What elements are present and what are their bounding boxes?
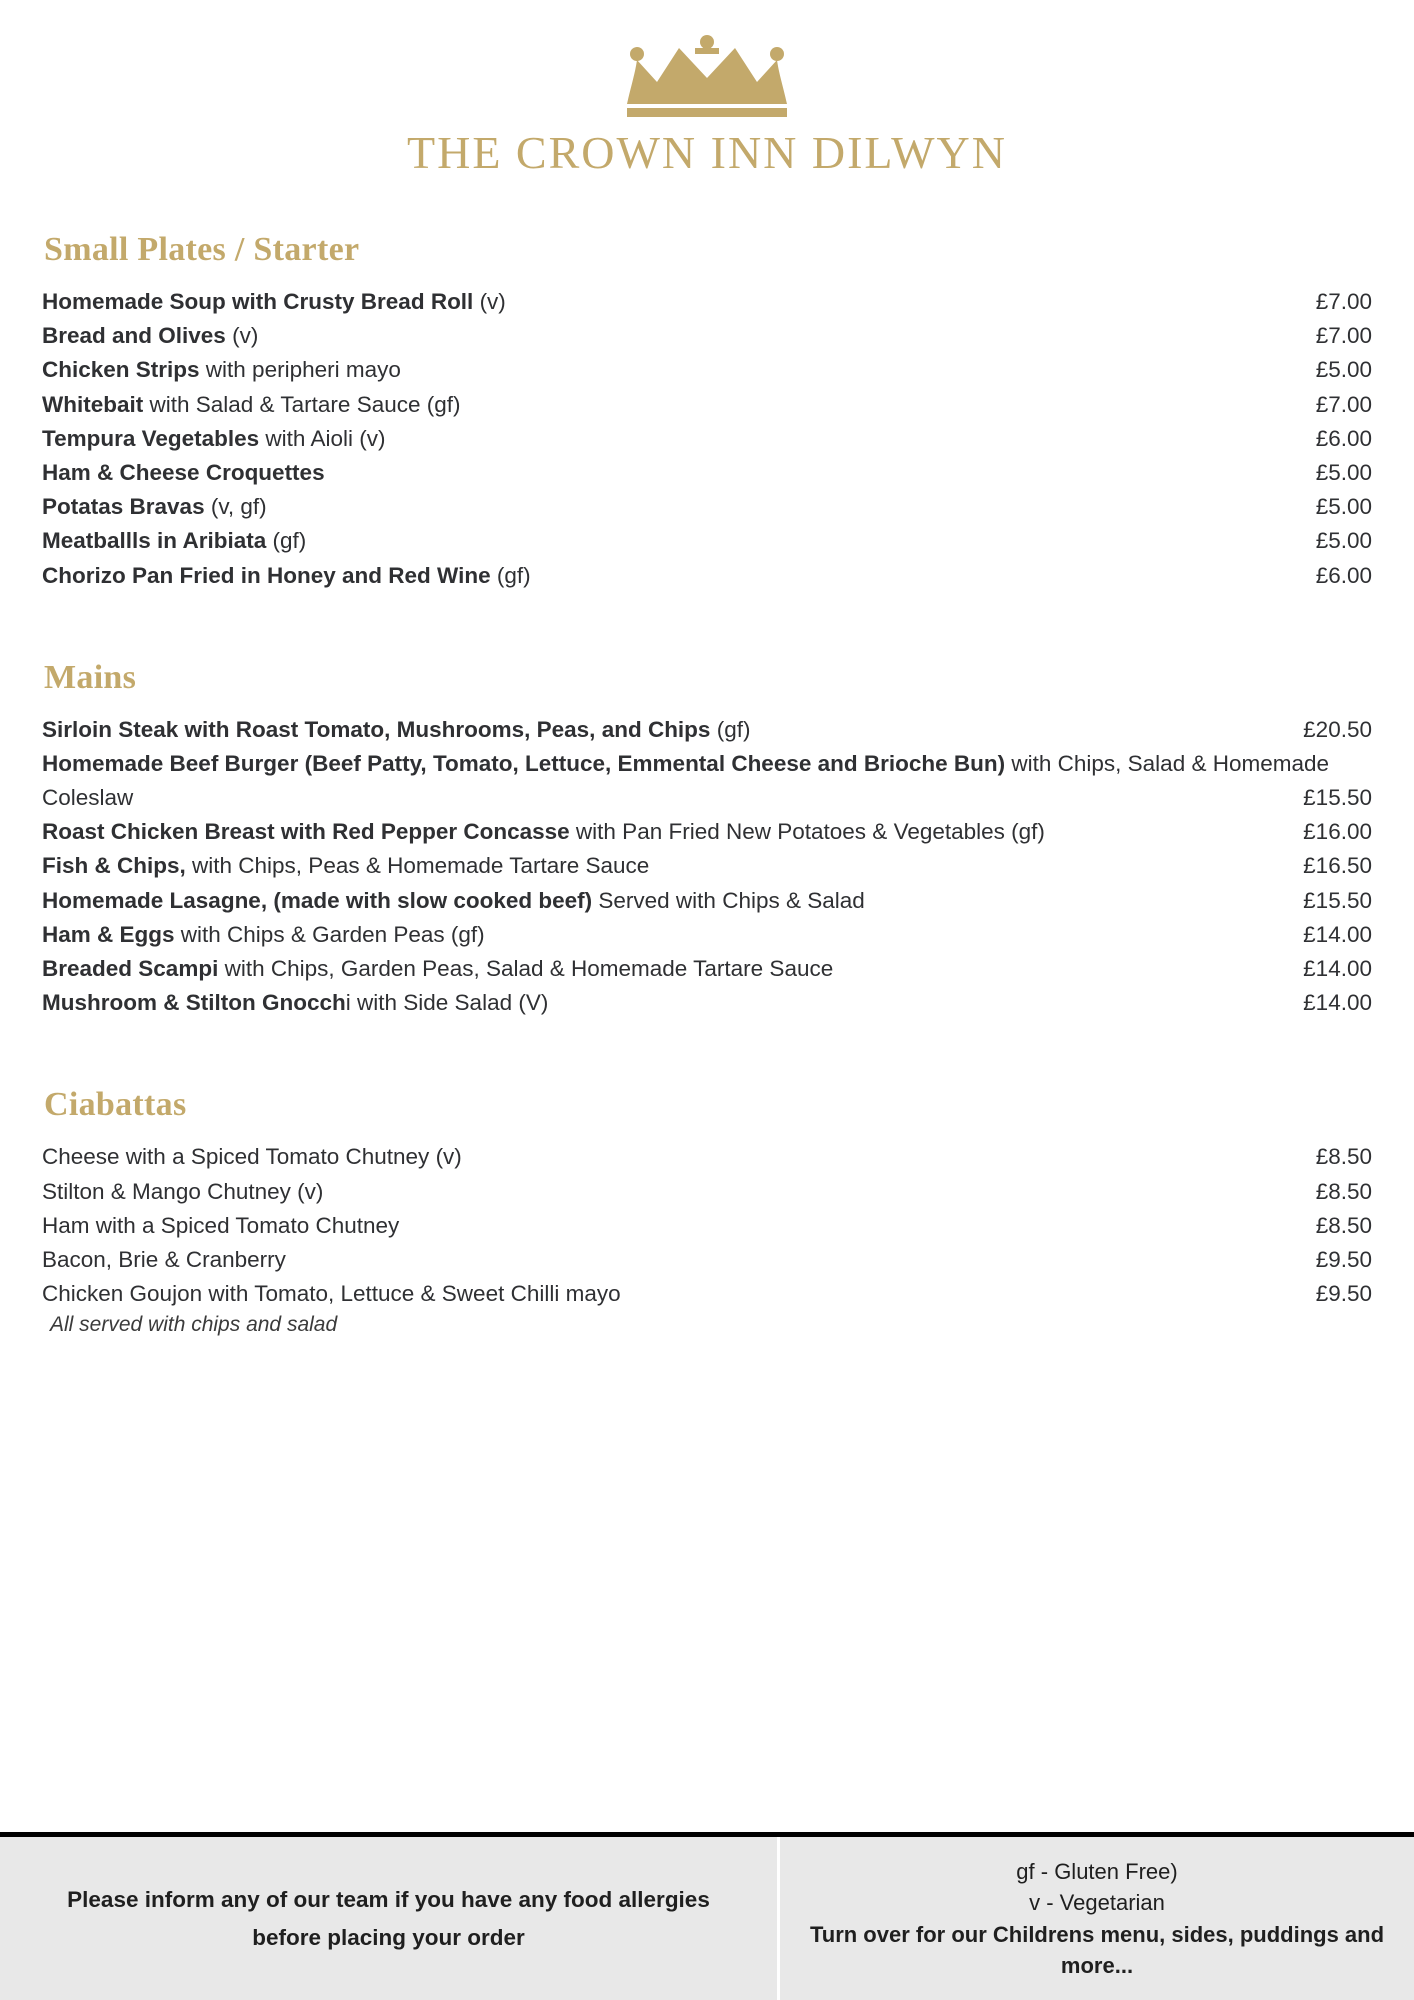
menu-item — [42, 918, 1372, 952]
menu-item-detail: with Chips, Garden Peas, Salad & Homemade Tartare Sauce — [218, 956, 834, 981]
menu-item-description — [42, 713, 1250, 747]
menu-item-price: £14.00 — [1303, 990, 1372, 1016]
menu-item-price: £15.50 — [1303, 887, 1372, 913]
menu-item-detail: with Aioli (v) — [259, 425, 386, 451]
menu-item-description — [42, 849, 1250, 883]
menu-item-name: Mushroom & Stilton Gnocch — [42, 990, 346, 1016]
crown-icon — [617, 34, 797, 120]
menu-item — [42, 1209, 1372, 1243]
menu-item — [42, 1140, 1372, 1174]
menu-item-description: Chicken Goujon with Tomato, Lettuce & Sweet Chilli mayo — [42, 1281, 621, 1307]
menu-item-description — [42, 319, 1250, 353]
legend-gluten-free: gf - Gluten Free) — [1016, 1859, 1178, 1885]
turn-over-note: Turn over for our Childrens menu, sides, puddings and more... — [809, 1921, 1385, 1978]
menu-item-price: £7.00 — [1315, 391, 1372, 417]
section-title: Small Plates / Starter — [44, 231, 360, 268]
menu-item-price: £5.00 — [1315, 357, 1372, 383]
menu-items — [42, 1140, 1372, 1337]
menu-item-description: Stilton & Mango Chutney (v) — [42, 1178, 324, 1204]
menu-item-name: Chicken Strips — [42, 357, 200, 383]
menu-item — [42, 747, 1372, 815]
menu-content — [0, 179, 1414, 1786]
menu-item-detail: Served with Chips & Salad — [592, 887, 865, 913]
section-small-plates — [42, 231, 1372, 593]
menu-item-description — [42, 559, 1250, 593]
menu-item-price: £8.50 — [1315, 1178, 1372, 1204]
page-title: THE CROWN INN DILWYN — [407, 127, 1007, 178]
legend-vegetarian: v - Vegetarian — [1029, 1890, 1165, 1916]
menu-item-detail: i with Side Salad (V) — [345, 990, 549, 1016]
menu-item-name: Homemade Lasagne, (made with slow cooked beef) — [42, 887, 593, 913]
menu-item-name: Homemade Soup with Crusty Bread Roll — [42, 289, 474, 314]
menu-item-price: £14.00 — [1303, 956, 1372, 981]
menu-item-name: Bread and Olives — [42, 323, 226, 349]
menu-item-name: Meatballls in Aribiata — [42, 528, 267, 554]
menu-item-detail: with Pan Fried New Potatoes & Vegetables (gf) — [569, 819, 1045, 845]
menu-item — [42, 422, 1372, 456]
menu-item-name: Ham & Cheese Croquettes — [42, 459, 325, 485]
menu-item-detail: (gf) — [266, 528, 307, 554]
menu-item-price: £6.00 — [1315, 562, 1372, 588]
menu-item-name: Chorizo Pan Fried in Honey and Red Wine — [42, 562, 491, 588]
menu-item-price: £9.50 — [1315, 1246, 1372, 1272]
legend-panel — [780, 1837, 1414, 2000]
menu-item-description — [42, 747, 1372, 815]
menu-item-price: £16.50 — [1303, 853, 1372, 879]
menu-item — [42, 952, 1372, 986]
menu-item-description — [42, 815, 1372, 849]
menu-item-detail: (gf) — [710, 716, 751, 742]
menu-item-price: £20.50 — [1303, 716, 1372, 742]
menu-item — [42, 285, 1372, 319]
menu-item-price: £9.50 — [1315, 1281, 1372, 1307]
menu-item — [42, 353, 1372, 387]
menu-item-description — [42, 884, 1250, 918]
menu-item-detail: with Chips, Salad & Homemade Coleslaw — [42, 750, 1330, 811]
menu-items — [42, 285, 1372, 593]
menu-item-description — [42, 422, 1250, 456]
menu-item-price: £5.00 — [1315, 528, 1372, 554]
menu-item — [42, 1175, 1372, 1209]
menu-item-detail: with Chips & Garden Peas (gf) — [174, 921, 485, 947]
menu-item — [42, 319, 1372, 353]
menu-item-name: Fish & Chips, — [42, 853, 186, 879]
menu-item-description — [42, 490, 1250, 524]
menu-item-description: Ham with a Spiced Tomato Chutney — [42, 1212, 400, 1238]
menu-item — [42, 713, 1372, 747]
menu-item-price: £5.00 — [1315, 459, 1372, 485]
menu-item — [42, 986, 1372, 1020]
menu-item-detail: with peripheri mayo — [199, 357, 401, 383]
menu-item-description — [42, 388, 1250, 422]
menu-item-price: £5.00 — [1315, 494, 1372, 520]
menu-item — [42, 388, 1372, 422]
menu-item-description — [42, 456, 1250, 490]
menu-item-price: £8.50 — [1315, 1144, 1372, 1170]
menu-item — [42, 849, 1372, 883]
menu-item-price: £7.00 — [1315, 289, 1372, 314]
section-title: Ciabattas — [44, 1086, 187, 1124]
menu-item-description: Cheese with a Spiced Tomato Chutney (v) — [42, 1144, 462, 1170]
menu-item-detail: (v, gf) — [204, 494, 267, 520]
menu-item-name: Whitebait — [42, 391, 144, 417]
menu-footer — [0, 1832, 1414, 2000]
menu-item-description — [42, 918, 1250, 952]
menu-item — [42, 524, 1372, 558]
menu-item-description — [42, 353, 1250, 387]
menu-item-name: Breaded Scampi — [42, 956, 219, 981]
menu-item-name: Tempura Vegetables — [42, 425, 260, 451]
menu-item-detail: (v) — [473, 289, 506, 314]
menu-item — [42, 815, 1372, 849]
allergy-notice-panel — [0, 1837, 780, 2000]
section-ciabattas — [42, 1086, 1372, 1337]
menu-item-detail: with Chips, Peas & Homemade Tartare Sauce — [185, 853, 650, 879]
menu-item-detail: (v) — [225, 323, 259, 349]
menu-item — [42, 490, 1372, 524]
ciabattas-note: All served with chips and salad — [50, 1313, 338, 1337]
menu-item-price: £14.00 — [1303, 921, 1372, 947]
menu-item-name: Homemade Beef Burger (Beef Patty, Tomato, Lettuce, Emmental Cheese and Brioche Bun) — [42, 750, 1006, 776]
menu-item-name: Ham & Eggs — [42, 921, 175, 947]
menu-item-price: £15.50 — [1303, 785, 1372, 811]
menu-item-detail: (gf) — [490, 562, 531, 588]
menu-item — [42, 456, 1372, 490]
menu-header — [0, 0, 1414, 179]
menu-item — [42, 1277, 1372, 1311]
menu-item — [42, 1243, 1372, 1277]
menu-item-name: Potatas Bravas — [42, 494, 205, 520]
menu-item-description — [42, 986, 1250, 1020]
menu-item — [42, 884, 1372, 918]
menu-item — [42, 559, 1372, 593]
menu-item-name: Roast Chicken Breast with Red Pepper Concasse — [42, 819, 570, 845]
allergy-notice-text: Please inform any of our team if you have any food allergies before placing your order — [67, 1887, 710, 1950]
menu-item-price: £7.00 — [1315, 323, 1372, 349]
section-title: Mains — [44, 658, 137, 696]
menu-item-description — [42, 285, 1250, 319]
menu-items — [42, 713, 1372, 1021]
menu-item-description: Bacon, Brie & Cranberry — [42, 1246, 286, 1272]
menu-item-price: £16.00 — [1303, 819, 1372, 845]
menu-item-price: £6.00 — [1315, 425, 1372, 451]
menu-item-detail: with Salad & Tartare Sauce (gf) — [143, 391, 461, 417]
menu-item-description — [42, 524, 1250, 558]
menu-item-price: £8.50 — [1315, 1212, 1372, 1238]
menu-item-description — [42, 952, 1250, 986]
section-mains — [42, 659, 1372, 1021]
menu-item-name: Sirloin Steak with Roast Tomato, Mushrooms, Peas, and Chips — [42, 716, 711, 742]
